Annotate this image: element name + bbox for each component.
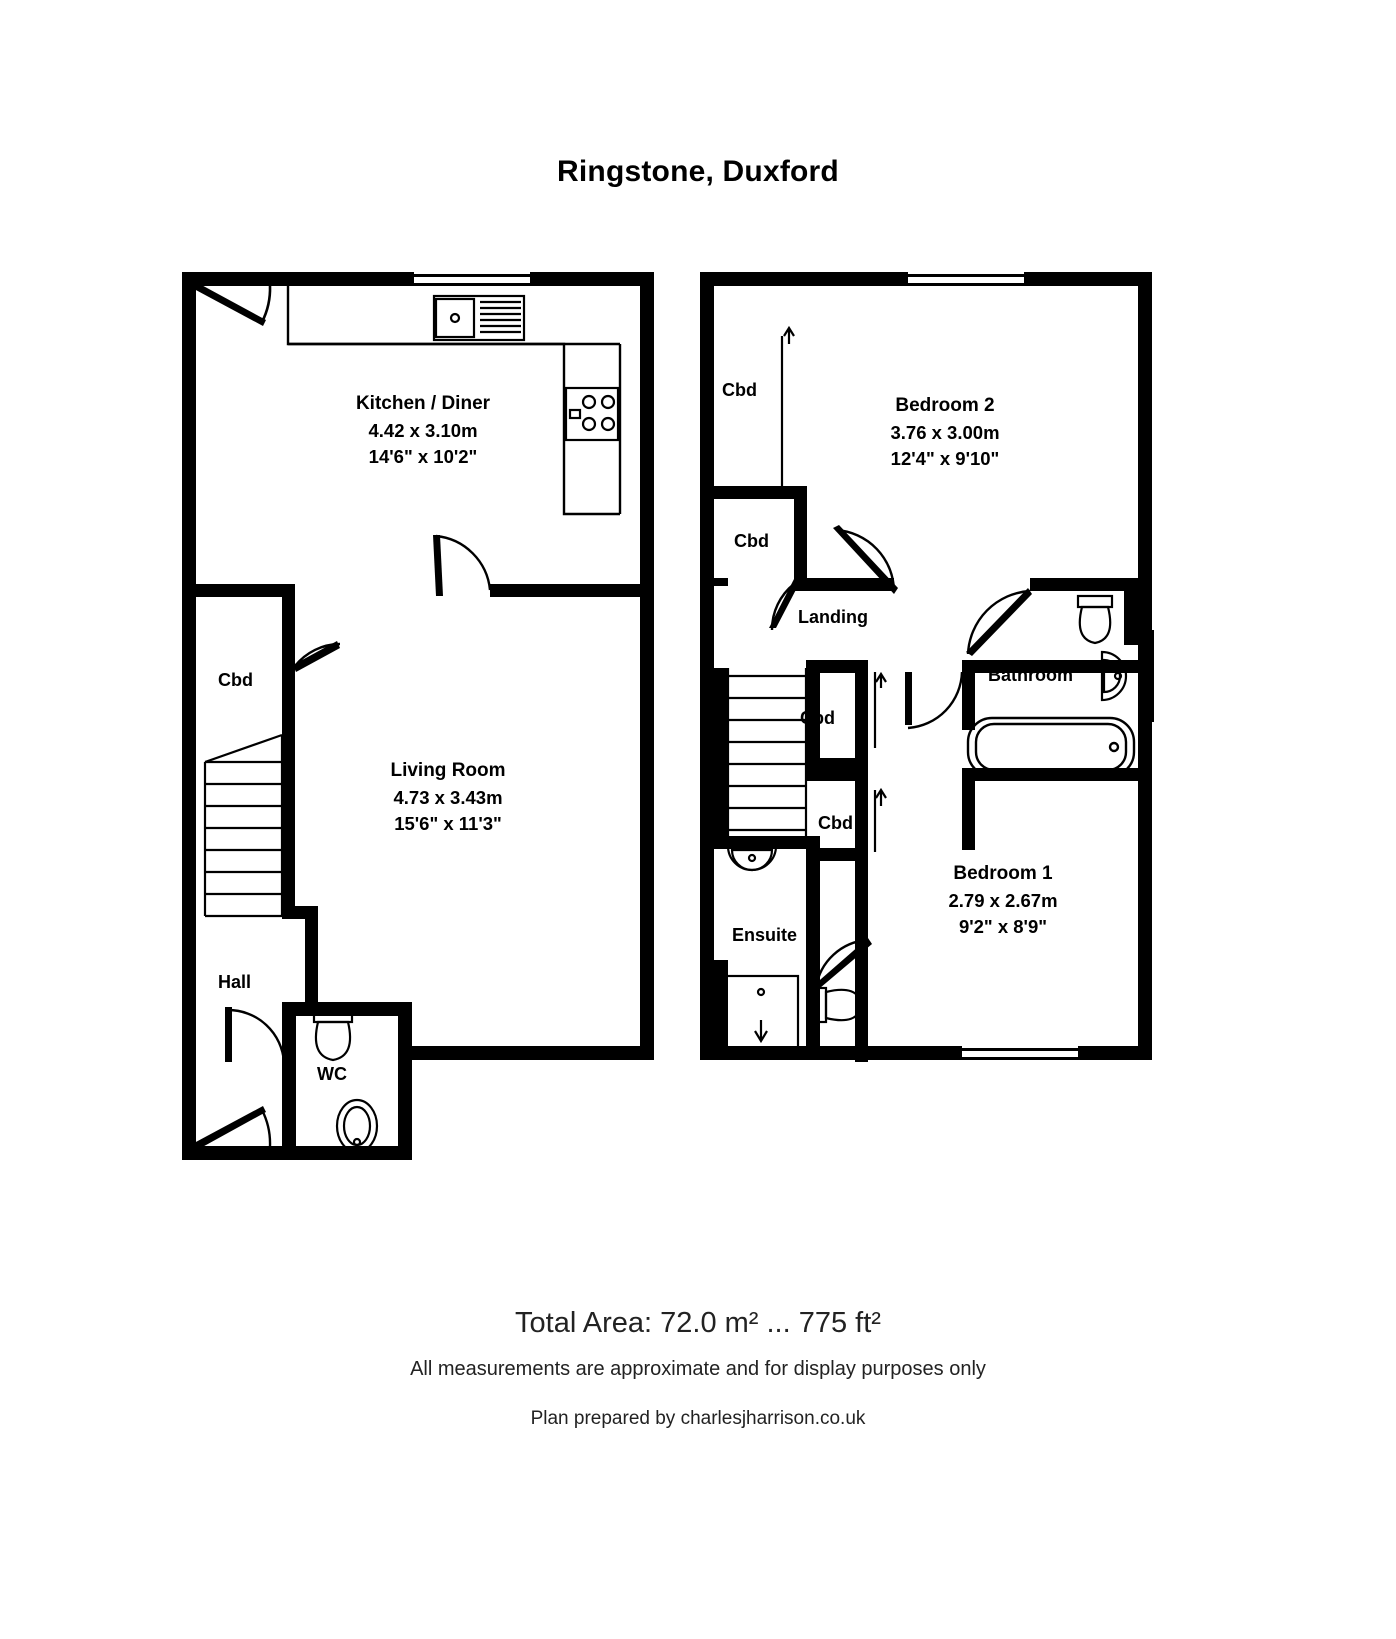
kitchen-dim-imperial: 14'6" x 10'2" xyxy=(368,446,478,468)
cupboard-slide-bedroom2 xyxy=(782,328,794,486)
bedroom2-dim-metric: 3.76 x 3.00m xyxy=(890,421,1000,443)
bathroom-basin xyxy=(1102,652,1126,700)
ensuite-shower xyxy=(724,976,798,1050)
living-dim-metric: 4.73 x 3.43m xyxy=(393,786,503,808)
door-leaf-cupboard-ground xyxy=(293,641,340,672)
disclaimer-text: All measurements are approximate and for display purposes only xyxy=(410,1358,986,1380)
room-label-hall: Hall xyxy=(218,972,252,992)
room-label-kitchen-diner xyxy=(258,390,588,471)
door-leaf-hall xyxy=(194,1106,266,1150)
room-label-wc: WC xyxy=(317,1064,347,1084)
cupboard-slide-upper xyxy=(875,672,886,748)
door-leaf-bathroom xyxy=(966,588,1032,656)
total-area-text: Total Area: 72.0 m² ... 775 ft² xyxy=(515,1307,881,1339)
door-wc xyxy=(228,1010,284,1062)
bathroom-toilet xyxy=(1078,596,1112,643)
room-label-cbd-stair-upper: Cbd xyxy=(800,708,835,728)
cupboard-slide-lower xyxy=(875,790,886,852)
page-title: Ringstone, Duxford xyxy=(557,155,839,188)
bedroom1-dim-imperial: 9'2" x 8'9" xyxy=(958,916,1048,938)
credit-text: Plan prepared by charlesjharrison.co.uk xyxy=(530,1408,866,1429)
room-label-cbd-ground: Cbd xyxy=(218,670,253,690)
door-leaf-wc xyxy=(225,1007,232,1062)
bedroom2-name: Bedroom 2 xyxy=(895,395,995,416)
door-leaf-cupboard-landing xyxy=(769,579,800,628)
wc-toilet xyxy=(314,1010,352,1060)
room-label-cbd-top: Cbd xyxy=(722,380,757,400)
living-dim-imperial: 15'6" x 11'3" xyxy=(394,813,502,835)
room-label-bedroom-2 xyxy=(808,392,1082,473)
door-bedroom1 xyxy=(908,672,962,728)
bedroom2-dim-imperial: 12'4" x 9'10" xyxy=(890,448,1000,470)
staircase-first xyxy=(728,668,806,836)
bedroom1-name: Bedroom 1 xyxy=(953,863,1053,884)
wc-basin xyxy=(337,1100,377,1152)
kitchen-sink xyxy=(434,296,524,340)
kitchen-name: Kitchen / Diner xyxy=(355,393,491,414)
room-label-bathroom: Bathroom xyxy=(988,665,1073,685)
bedroom1-dim-metric: 2.79 x 2.67m xyxy=(948,889,1058,911)
room-label-living-room xyxy=(298,757,598,838)
bathroom-bath xyxy=(968,718,1134,776)
room-label-landing: Landing xyxy=(798,607,868,627)
living-name: Living Room xyxy=(390,760,506,781)
door-leaf-living xyxy=(433,535,443,596)
door-leaf-bedroom1 xyxy=(905,672,912,725)
kitchen-dim-metric: 4.42 x 3.10m xyxy=(368,419,478,441)
room-label-cbd-stair-lower: Cbd xyxy=(818,813,853,833)
staircase-ground xyxy=(205,735,282,916)
ensuite-basin xyxy=(728,846,776,870)
room-label-bedroom-1 xyxy=(872,860,1134,941)
door-living-room xyxy=(436,536,490,590)
room-label-ensuite: Ensuite xyxy=(732,925,798,945)
door-leaf-kitchen xyxy=(194,282,266,326)
room-label-cbd-mid: Cbd xyxy=(734,531,769,551)
ensuite-toilet xyxy=(814,988,862,1022)
bathroom-window xyxy=(1140,630,1154,722)
